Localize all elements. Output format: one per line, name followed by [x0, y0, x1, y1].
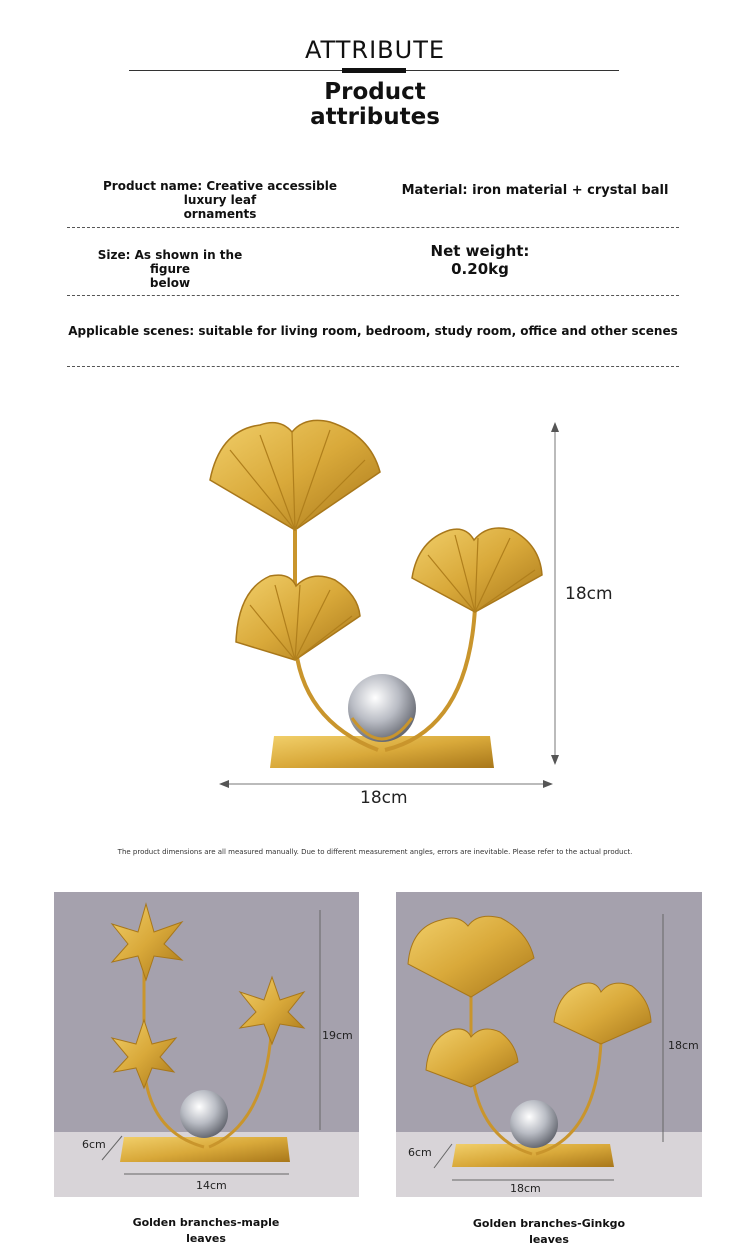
- maple-base: [120, 1137, 290, 1162]
- size-text: Size: As shown in the figure: [97, 248, 243, 276]
- maple-leaf-right: [240, 977, 304, 1044]
- ginkgo-depth-label: 6cm: [408, 1146, 432, 1159]
- maple-leaf-middle: [112, 1020, 176, 1088]
- disclaimer-text: The product dimensions are all measured manually. Due to different measurement angles, errors are inevitable. Please refer to the actual product.: [117, 848, 633, 856]
- net-weight-value: 0.20kg: [451, 260, 509, 278]
- ginkgo-caption-line-1: Golden branches-Ginkgo: [472, 1217, 626, 1230]
- ginkgo-leaf-top: [408, 916, 534, 997]
- row-divider: [67, 227, 679, 228]
- product-name-text-2: ornaments: [183, 207, 257, 221]
- maple-depth-label: 6cm: [82, 1138, 106, 1151]
- size-cell: [80, 248, 260, 290]
- ginkgo-crystal-ball: [510, 1100, 558, 1148]
- maple-width-label: 14cm: [196, 1179, 227, 1192]
- width-arrow-head-left: [219, 780, 229, 788]
- size-text-2: below: [149, 276, 191, 290]
- ginkgo-leaf-middle: [426, 1029, 518, 1087]
- main-width-label: 18cm: [360, 788, 408, 808]
- crystal-ball: [348, 674, 416, 742]
- subtitle-line-2: attributes: [310, 104, 440, 130]
- height-arrow-head-bottom: [551, 755, 559, 765]
- row-divider: [67, 366, 679, 367]
- title-accent-bar: [342, 68, 406, 73]
- section-title: ATTRIBUTE: [304, 36, 446, 64]
- net-weight-cell: [395, 242, 565, 278]
- product-name-text: Product name: Creative accessible luxury leaf: [102, 179, 338, 207]
- scenes-cell: Applicable scenes: suitable for living room, bedroom, study room, office and other scenes: [68, 324, 678, 338]
- height-arrow-head-top: [551, 422, 559, 432]
- variant-caption-maple: [106, 1215, 306, 1247]
- ginkgo-leaf-right: [412, 528, 542, 612]
- row-divider: [67, 295, 679, 296]
- maple-crystal-ball: [180, 1090, 228, 1138]
- maple-caption-line-1: Golden branches-maple: [132, 1216, 280, 1229]
- main-product-illustration: [0, 380, 750, 820]
- ginkgo-leaf-middle: [236, 575, 360, 660]
- page-subtitle: [0, 80, 750, 130]
- ginkgo-leaf-top: [210, 420, 380, 530]
- net-weight-label: Net weight:: [430, 242, 530, 260]
- ginkgo-caption-line-2: leaves: [529, 1233, 569, 1246]
- variant-photo-ginkgo: [396, 892, 702, 1197]
- product-name-cell: [80, 179, 360, 221]
- maple-leaf-top: [112, 904, 182, 980]
- width-arrow-head-right: [543, 780, 553, 788]
- subtitle-line-1: Product: [324, 79, 426, 105]
- variant-photo-maple: [54, 892, 359, 1197]
- ginkgo-leaf-right: [554, 983, 651, 1044]
- main-height-label: 18cm: [565, 584, 613, 604]
- material-cell: Material: iron material + crystal ball: [401, 183, 669, 198]
- maple-caption-line-2: leaves: [186, 1232, 226, 1245]
- variant-caption-ginkgo: [448, 1216, 650, 1248]
- ginkgo-height-label: 18cm: [668, 1039, 699, 1052]
- maple-height-label: 19cm: [322, 1029, 353, 1042]
- ginkgo-width-label: 18cm: [510, 1182, 541, 1195]
